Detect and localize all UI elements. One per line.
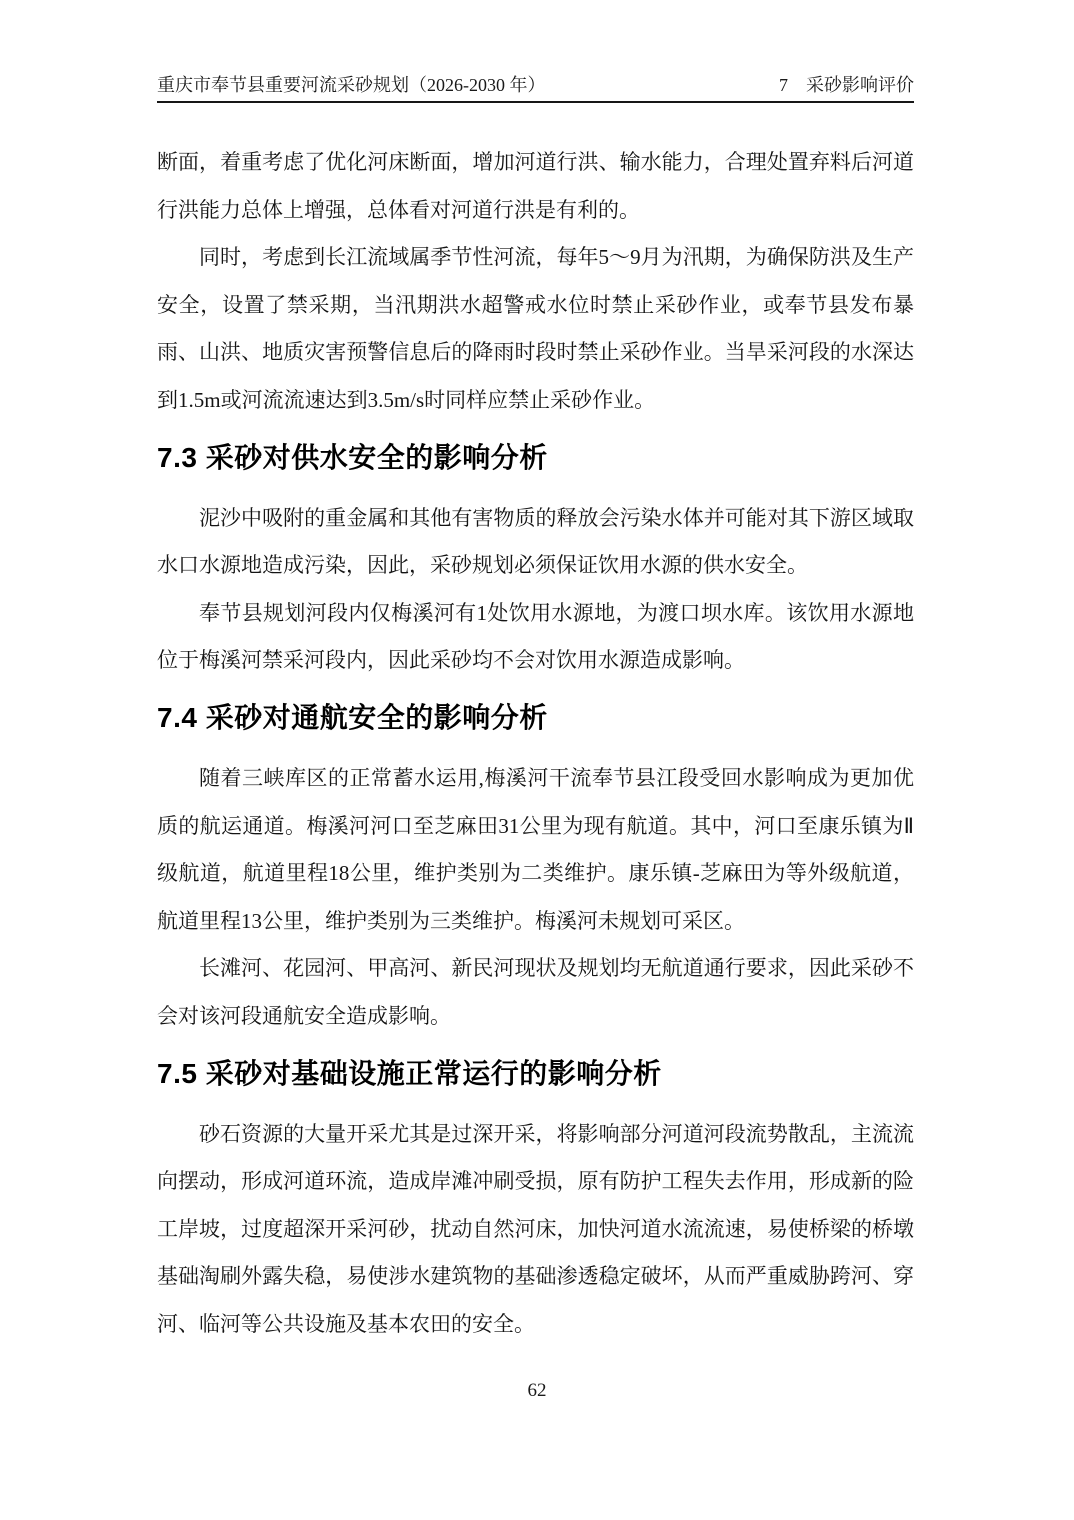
paragraph-infrastructure-impact: 砂石资源的大量开采尤其是过深开采，将影响部分河道河段流势散乱，主流流向摆动，形成河道环流，造成岸滩冲刷受损，原有防护工程失去作用，形成新的险工岸坡，过度超深开采河砂，扰动自然河床，加快河道水流流速，易使桥梁的桥墩基础淘刷外露失稳，易使涉水建筑物的基础渗透稳定破坏，从而严重威胁跨河、穿河、临河等公共设施及基本农田的安全。 [157,1121,914,1336]
paragraph-flood-ban-period: 同时，考虑到长江流域属季节性河流，每年5～9月为汛期，为确保防洪及生产安全，设置了禁采期，当汛期洪水超警戒水位时禁止采砂作业，或奉节县发布暴雨、山洪、地质灾害预警信息后的降雨时段时禁止采砂作业。当旱采河段的水深达到1.5m或河流流速达到3.5m/s时同样应禁止采砂作业。 [157,245,914,412]
header-doc-title: 重庆市奉节县重要河流采砂规划（2026-2030 年） [157,75,546,95]
page-footer [0,1380,1074,1402]
page-number: 62 [527,1380,547,1401]
header-chapter-title: 7 采砂影响评价 [779,75,914,95]
document-body [157,139,914,1348]
section-heading-7-5: 7.5 采砂对基础设施正常运行的影响分析 [157,1057,662,1089]
paragraph-flood-section-continuation: 断面，着重考虑了优化河床断面，增加河道行洪、输水能力，合理处置弃料后河道行洪能力总体上增强，总体看对河道行洪是有利的。 [157,150,914,222]
section-heading-7-4: 7.4 采砂对通航安全的影响分析 [157,701,548,733]
paragraph-drinking-water-source: 奉节县规划河段内仅梅溪河有1处饮用水源地，为渡口坝水库。该饮用水源地位于梅溪河禁采河段内，因此采砂均不会对饮用水源造成影响。 [157,600,914,673]
paragraph-navigation-channel: 随着三峡库区的正常蓄水运用,梅溪河干流奉节县江段受回水影响成为更加优质的航运通道。梅溪河河口至芝麻田31公里为现有航道。其中，河口至康乐镇为Ⅱ级航道，航道里程18公里，维护类别为二类维护。康乐镇-芝麻田为等外级航道，航道里程13公里，维护类别为三类维护。梅溪河未规划可采区。 [157,765,914,933]
section-heading-7-3: 7.3 采砂对供水安全的影响分析 [157,441,548,473]
paragraph-water-supply-pollution: 泥沙中吸附的重金属和其他有害物质的释放会污染水体并可能对其下游区域取水口水源地造成污染，因此，采砂规划必须保证饮用水源的供水安全。 [157,505,914,578]
paragraph-no-navigation-requirement: 长滩河、花园河、甲高河、新民河现状及规划均无航道通行要求，因此采砂不会对该河段通航安全造成影响。 [157,956,914,1028]
page-header [157,74,914,103]
